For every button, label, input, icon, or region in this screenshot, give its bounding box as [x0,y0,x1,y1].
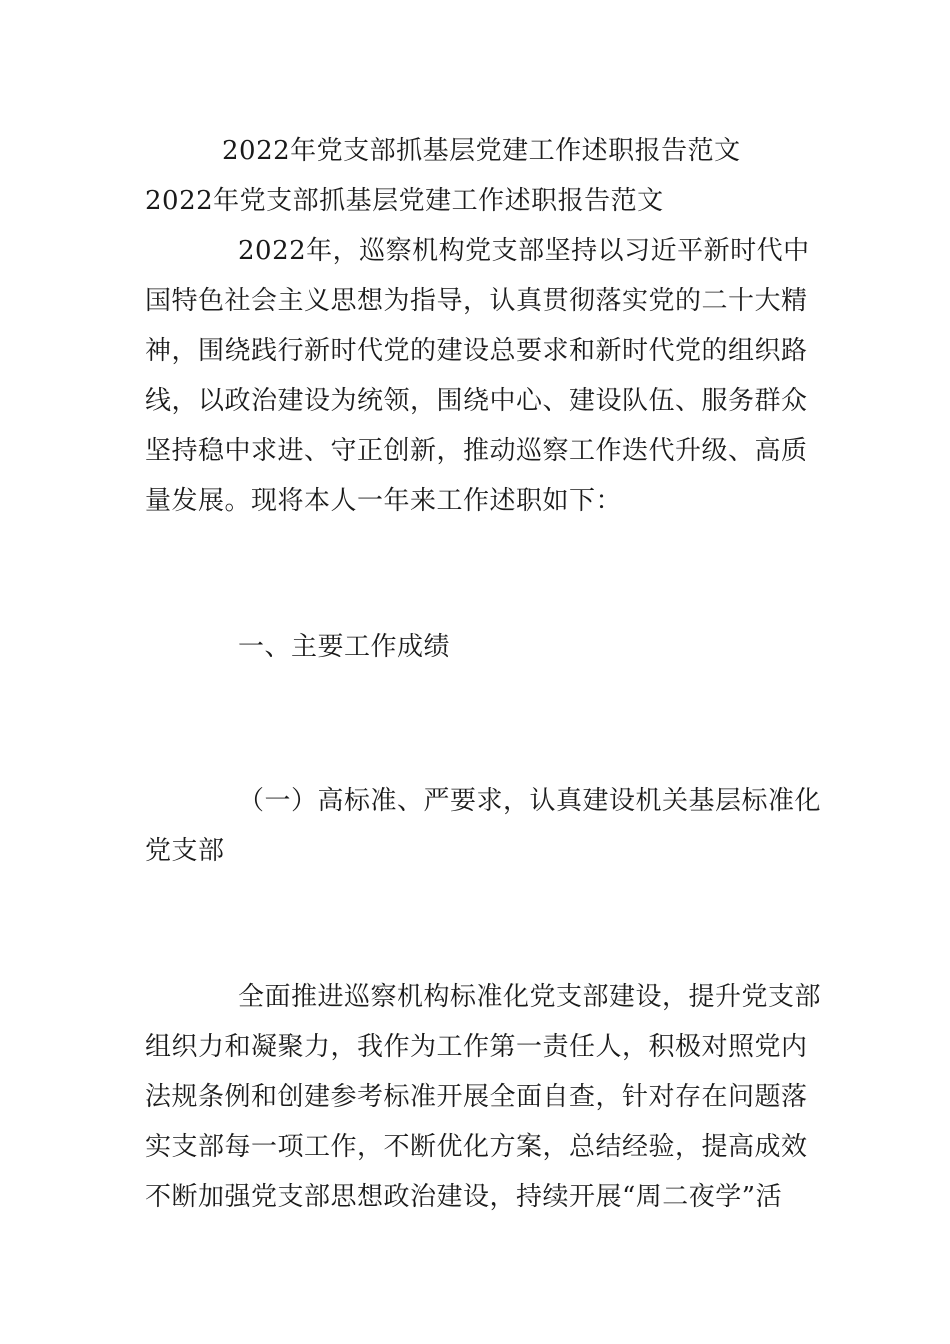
body-line: 法规条例和创建参考标准开展全面自查，针对存在问题落 [145,1082,808,1112]
body-line: 组织力和凝聚力，我作为工作第一责任人，积极对照党内 [145,1032,808,1062]
subsection-heading-line: （一）高标准、严要求，认真建设机关基层标准化 [238,786,822,816]
intro-line: 2022年，巡察机构党支部坚持以习近平新时代中 [238,236,810,266]
body-line: 不断加强党支部思想政治建设，持续开展“周二夜学”活 [145,1182,783,1212]
document-title-repeat: 2022年党支部抓基层党建工作述职报告范文 [145,186,664,216]
body-line: 实支部每一项工作，不断优化方案，总结经验，提高成效 [145,1132,808,1162]
subsection-heading-line: 党支部 [145,836,225,866]
body-line: 全面推进巡察机构标准化党支部建设，提升党支部 [238,982,822,1012]
intro-line: 线，以政治建设为统领，围绕中心、建设队伍、服务群众 [145,386,808,416]
intro-line: 量发展。现将本人一年来工作述职如下： [145,486,623,516]
document-title: 2022年党支部抓基层党建工作述职报告范文 [222,136,741,166]
intro-line: 坚持稳中求进、守正创新，推动巡察工作迭代升级、高质 [145,436,808,466]
intro-line: 神，围绕践行新时代党的建设总要求和新时代党的组织路 [145,336,808,366]
section-heading: 一、主要工作成绩 [238,632,451,662]
intro-line: 国特色社会主义思想为指导，认真贯彻落实党的二十大精 [145,286,808,316]
